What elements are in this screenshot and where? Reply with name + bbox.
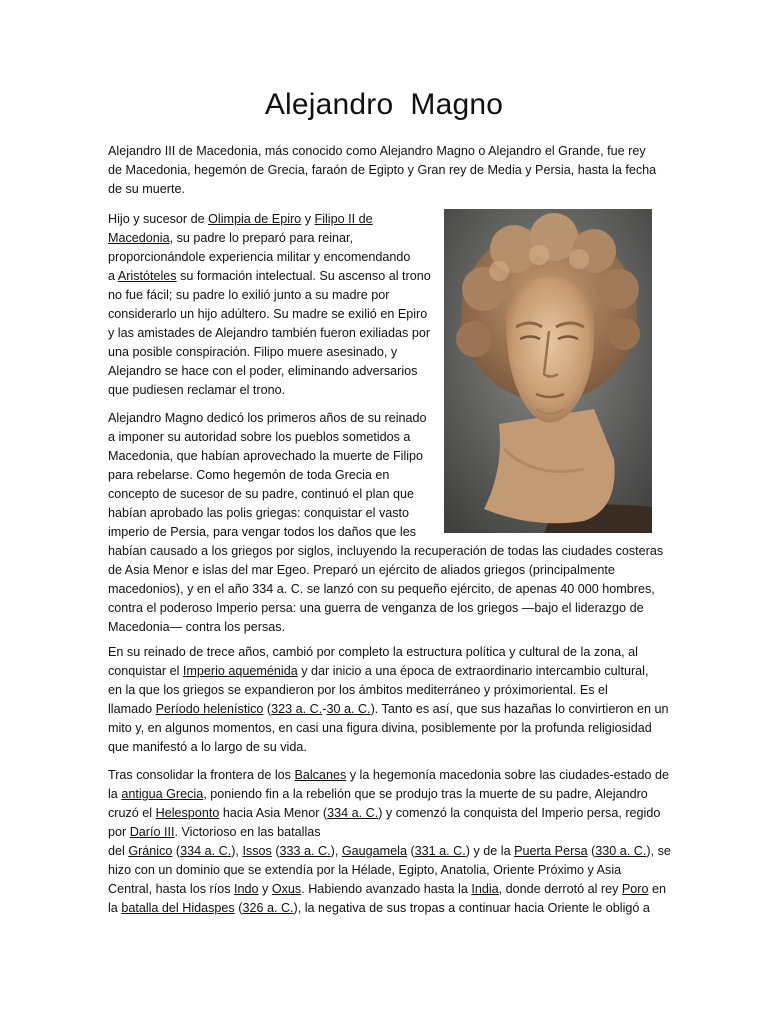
link-periodo-helenistico[interactable]: Período helenístico	[155, 702, 264, 716]
text-run: ), se	[646, 844, 671, 858]
link-gaugamela[interactable]: Gaugamela	[341, 844, 407, 858]
text-line	[108, 766, 668, 785]
text-run: (	[406, 844, 415, 858]
text-line	[108, 899, 668, 918]
text-run: (	[234, 901, 243, 915]
text-line: En su reinado de trece años, cambió por completo la estructura política y cultural de la zona, al	[108, 645, 638, 659]
text-run: hacia Asia Menor (	[219, 806, 328, 820]
text-line: macedonios), y en el año 334 a. C. se lanzó con su pequeño ejército, de apenas 40 000 hombres,	[108, 582, 655, 596]
conquest-paragraph	[108, 766, 671, 918]
text-line: habían causado a los griegos por siglos, incluyendo la recuperación de todas las ciudades costeras	[108, 544, 664, 558]
link-filipo-ii-de-macedonia-cont[interactable]: Macedonia	[108, 231, 170, 245]
text-line: que manifestó a lo largo de su vida.	[108, 740, 307, 754]
text-line: en la que los griegos se expandieron por los ámbitos mediterráneo y próximoriental. Es el	[108, 683, 608, 697]
text-line	[108, 662, 668, 681]
text-run: ) y comenzó la conquista del Imperio persa, regido	[378, 806, 661, 820]
text-run: -	[322, 702, 327, 716]
text-line: contra el poderoso Imperio persa: una guerra de venganza de los griegos —bajo el liderazgo de	[108, 601, 644, 615]
text-run: cruzó el	[108, 806, 156, 820]
link-olimpia-de-epiro[interactable]: Olimpia de Epiro	[208, 212, 302, 226]
link-334-ac[interactable]: 334 a. C.	[327, 806, 379, 820]
link-balcanes[interactable]: Balcanes	[294, 768, 347, 782]
link-helesponto[interactable]: Helesponto	[155, 806, 220, 820]
text-run: y dar inicio a una época de extraordinario intercambio cultural,	[297, 664, 649, 678]
text-run: , donde derrotó al rey	[498, 882, 622, 896]
text-line: a imponer su autoridad sobre los pueblos sometidos a	[108, 430, 411, 444]
text-run: ), la negativa de sus tropas a continuar hacia Oriente le obligó a	[293, 901, 650, 915]
link-aristoteles[interactable]: Aristóteles	[117, 269, 177, 283]
text-line: Alejandro III de Macedonia, más conocido como Alejandro Magno o Alejandro el Grande, fue rey	[108, 144, 646, 158]
text-line: considerarlo un hijo adúltero. Su madre se exilió en Epiro	[108, 307, 428, 321]
text-line: de su muerte.	[108, 182, 186, 196]
link-331-ac[interactable]: 331 a. C.	[414, 844, 466, 858]
link-antigua-grecia[interactable]: antigua Grecia	[121, 787, 204, 801]
text-run: ). Tanto es así, que sus hazañas lo convirtieron en un	[370, 702, 669, 716]
text-line: y las amistades de Alejandro también fueron exiliadas por	[108, 326, 431, 340]
text-line: no fue fácil; su padre lo exilió junto a su madre por	[108, 288, 390, 302]
link-imperio-aqueménida[interactable]: Imperio aqueménida	[182, 664, 298, 678]
link-326-ac[interactable]: 326 a. C.	[242, 901, 294, 915]
text-line	[108, 785, 668, 804]
text-run: (	[271, 844, 280, 858]
text-line: mito y, en algunos momentos, en casi una figura divina, posiblemente por la profunda religiosidad	[108, 721, 652, 735]
alexander-bust-image	[444, 209, 652, 533]
text-line: hizo con un dominio que se extendía por la Hélade, Egipto, Anatolia, Oriente Próximo y Asia	[108, 863, 622, 877]
link-333-ac[interactable]: 333 a. C.	[279, 844, 331, 858]
text-run: Tras consolidar la frontera de los	[108, 768, 295, 782]
page-title: Alejandro Magno	[264, 88, 504, 121]
text-run: ) y de la	[465, 844, 515, 858]
text-line: proporcionándole experiencia militar y encomendando	[108, 250, 411, 264]
link-puerta-persa[interactable]: Puerta Persa	[514, 844, 588, 858]
text-line	[108, 842, 671, 861]
text-line: para rebelarse. Como hegemón de toda Grecia en	[108, 468, 390, 482]
intro-paragraph	[108, 142, 668, 199]
link-filipo-ii-de-macedonia[interactable]: Filipo II de	[314, 212, 373, 226]
text-run: en	[648, 882, 667, 896]
text-run: y	[301, 212, 315, 226]
text-line: de Asia Menor e islas del mar Egeo. Preparó un ejército de aliados griegos (principalmente	[108, 563, 615, 577]
text-run: (	[587, 844, 596, 858]
text-line	[108, 210, 440, 229]
text-line: habían aprobado las polis griegas: conquistar el vasto	[108, 506, 410, 520]
text-run: ),	[231, 844, 243, 858]
text-run: a	[108, 269, 118, 283]
text-line: Alejandro Magno dedicó los primeros años de su reinado	[108, 411, 427, 425]
text-run: Central, hasta los ríos	[108, 882, 234, 896]
link-poro[interactable]: Poro	[621, 882, 649, 896]
text-run: su formación intelectual. Su ascenso al trono	[176, 269, 431, 283]
link-india[interactable]: India	[471, 882, 499, 896]
text-line: de Macedonia, hegemón de Grecia, faraón de Egipto y Gran rey de Media y Persia, hasta la fecha	[108, 163, 657, 177]
text-line: concepto de sucesor de su padre, continuó el plan que	[108, 487, 414, 501]
text-line	[108, 823, 668, 842]
text-line	[108, 880, 668, 899]
link-oxus[interactable]: Oxus	[271, 882, 302, 896]
text-run: . Habiendo avanzado hasta la	[301, 882, 472, 896]
text-run: por	[108, 825, 130, 839]
text-line	[108, 267, 440, 286]
text-run: del	[108, 844, 129, 858]
text-run: y la hegemonía macedonia sobre las ciudades-estado de	[346, 768, 669, 782]
link-323-ac[interactable]: 323 a. C.	[271, 702, 323, 716]
link-dario-iii[interactable]: Darío III	[129, 825, 175, 839]
text-run: Hijo y sucesor de	[108, 212, 209, 226]
text-run: , su padre lo preparó para reinar,	[169, 231, 354, 245]
text-line: que pudiesen reclamar el trono.	[108, 383, 286, 397]
hellenistic-paragraph	[108, 643, 668, 757]
text-run: la	[108, 787, 122, 801]
text-line: una posible conspiración. Filipo muere asesinado, y	[108, 345, 398, 359]
text-run: conquistar el	[108, 664, 183, 678]
text-run: la	[108, 901, 122, 915]
text-line: Macedonia— contra los persas.	[108, 620, 286, 634]
text-run: . Victorioso en las batallas	[174, 825, 321, 839]
text-run: (	[263, 702, 272, 716]
text-line	[108, 229, 440, 248]
link-330-ac[interactable]: 330 a. C.	[595, 844, 647, 858]
text-run: y	[258, 882, 272, 896]
link-granico[interactable]: Gránico	[128, 844, 173, 858]
text-run: (	[172, 844, 181, 858]
link-issos[interactable]: Issos	[242, 844, 272, 858]
text-run: , poniendo fin a la rebelión que se produjo tras la muerte de su padre, Alejandro	[203, 787, 648, 801]
text-line: imperio de Persia, para vengar todos los daños que les	[108, 525, 417, 539]
text-line: Alejandro se hace con el poder, eliminando adversarios	[108, 364, 418, 378]
text-line	[108, 700, 668, 719]
succession-paragraph	[108, 210, 440, 400]
link-334-ac-2[interactable]: 334 a. C.	[180, 844, 232, 858]
link-30-ac[interactable]: 30 a. C.	[326, 702, 371, 716]
text-run: llamado	[108, 702, 156, 716]
text-line: Macedonia, que habían aprovechado la muerte de Filipo	[108, 449, 424, 463]
text-line	[108, 804, 668, 823]
link-indo[interactable]: Indo	[234, 882, 259, 896]
text-run: ),	[330, 844, 342, 858]
link-batalla-del-hidaspes[interactable]: batalla del Hidaspes	[121, 901, 235, 915]
